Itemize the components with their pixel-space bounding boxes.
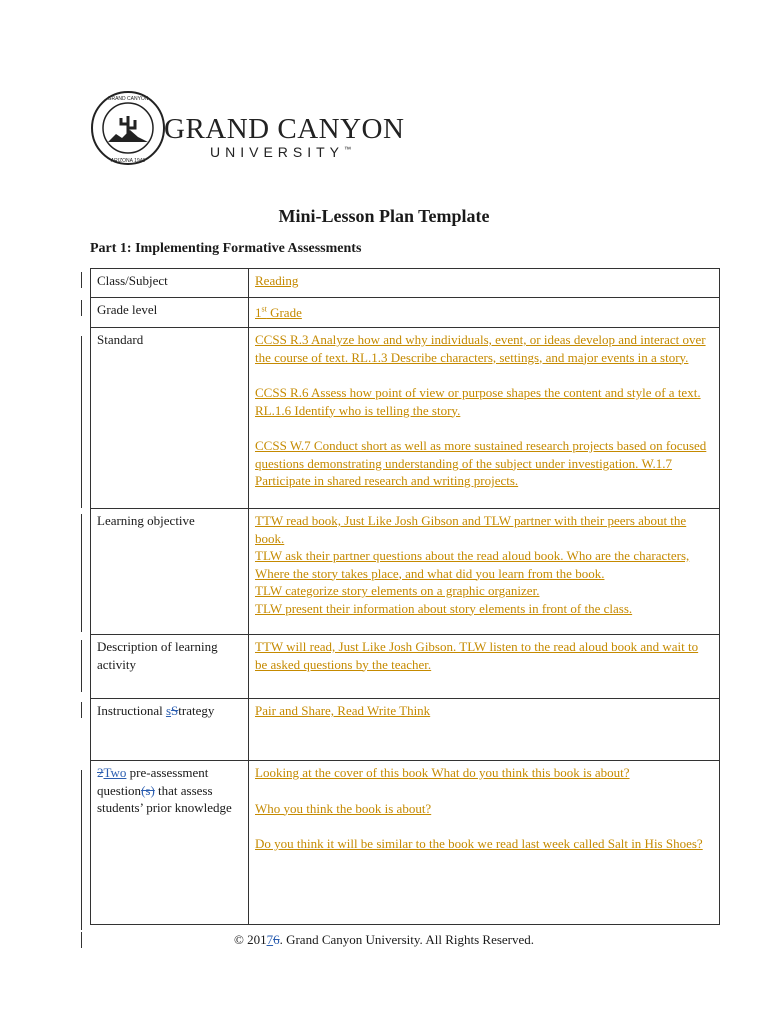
table-row bbox=[91, 328, 720, 509]
svg-text:GRAND CANYON: GRAND CANYON bbox=[107, 96, 149, 102]
row-label: Learning objective bbox=[91, 509, 249, 635]
logo-subtitle: UNIVERSITY™ bbox=[210, 144, 352, 160]
table-row bbox=[91, 509, 720, 635]
change-bar bbox=[81, 300, 82, 316]
university-logo bbox=[90, 90, 405, 170]
row-label: Standard bbox=[91, 328, 249, 509]
table-row bbox=[91, 298, 720, 328]
university-seal-icon bbox=[90, 90, 166, 166]
logo-name: GRAND CANYON bbox=[164, 113, 405, 145]
strategy-value[interactable]: Pair and Share, Read Write Think bbox=[249, 699, 720, 761]
table-row bbox=[91, 699, 720, 761]
change-bar bbox=[81, 514, 82, 632]
description-value[interactable]: TTW will read, Just Like Josh Gibson. TLW listen to the read aloud book and wait to be asked questions by the teacher. bbox=[249, 635, 720, 699]
row-label: Description of learning activity bbox=[91, 635, 249, 699]
change-bar bbox=[81, 702, 82, 718]
row-label: Instructional sStrategy bbox=[91, 699, 249, 761]
change-bar bbox=[81, 770, 82, 930]
pre-assessment-value[interactable]: Looking at the cover of this book What do you think this book is about? Who you think the book is about? Do you think it will be similar to the book we read last week called Salt in His Shoes? bbox=[249, 761, 720, 925]
row-label: Class/Subject bbox=[91, 269, 249, 298]
row-label: 2Two pre-assessment question(s) that assess students’ prior knowledge bbox=[91, 761, 249, 925]
change-bar bbox=[81, 336, 82, 508]
standard-value[interactable]: CCSS R.3 Analyze how and why individuals, event, or ideas develop and interact over the course of text. RL.1.3 Describe characters, settings, and major events in a story. CCSS R.6 Assess how point of view or purpose shapes the content and style of a text. RL.1.6 Identify who is telling the story. CCSS W.7 Conduct short as well as more sustained research projects based on focused questions demonstrating understanding of the subject under investigation. W.1.7 Participate in shared research and writing projects. bbox=[249, 328, 720, 509]
change-bar bbox=[81, 640, 82, 692]
table-row bbox=[91, 635, 720, 699]
part-heading: Part 1: Implementing Formative Assessments bbox=[90, 241, 362, 256]
document-title: Mini-Lesson Plan Template bbox=[278, 206, 490, 226]
grade-level-value[interactable]: 1st Grade bbox=[249, 298, 720, 328]
change-bar bbox=[81, 272, 82, 288]
copyright-footer: © 20176. Grand Canyon University. All Rights Reserved. bbox=[233, 932, 535, 947]
table-row bbox=[91, 269, 720, 298]
svg-text:ARIZONA 1949: ARIZONA 1949 bbox=[110, 158, 146, 164]
class-subject-value[interactable]: Reading bbox=[249, 269, 720, 298]
table-row bbox=[91, 761, 720, 925]
row-label: Grade level bbox=[91, 298, 249, 328]
lesson-plan-table bbox=[90, 268, 720, 925]
learning-objective-value[interactable]: TTW read book, Just Like Josh Gibson and TLW partner with their peers about the book. TLW ask their partner questions about the read aloud book. Who are the characters, Where the story takes place, and what did you learn from the book. TLW categorize story elements on a graphic organizer. TLW present their information about story elements in front of the class. bbox=[249, 509, 720, 635]
